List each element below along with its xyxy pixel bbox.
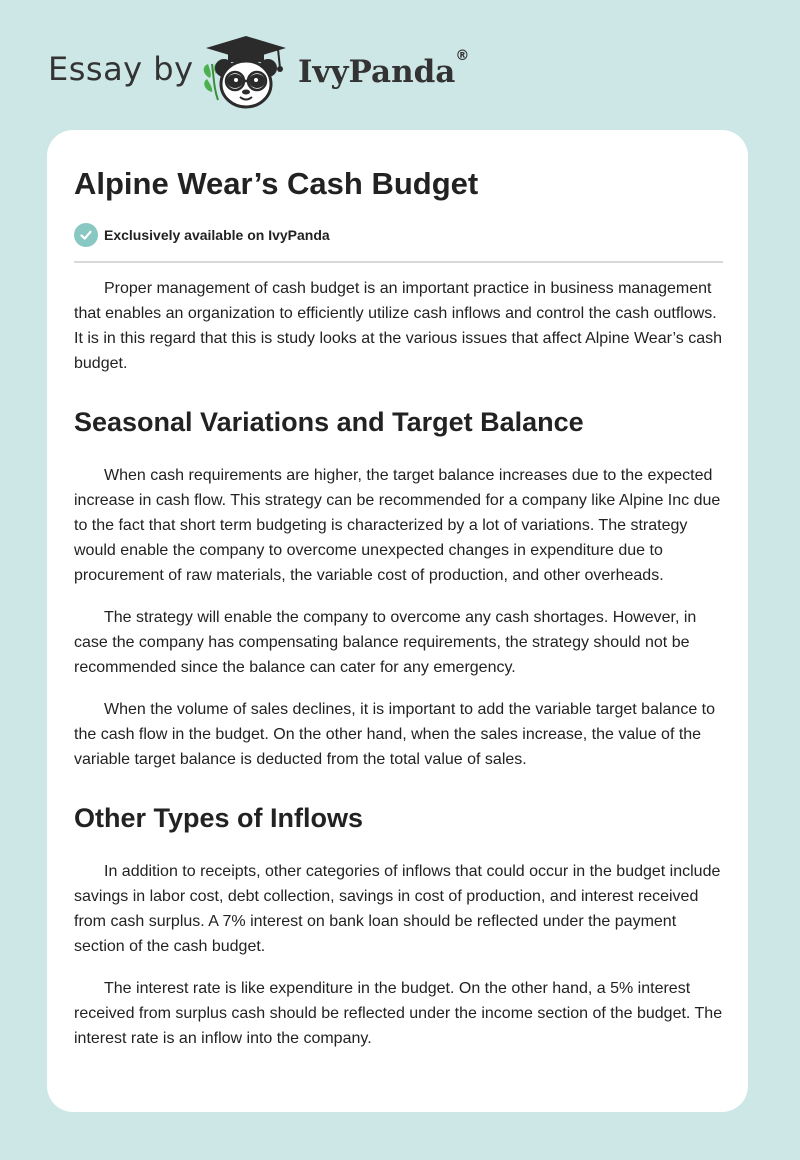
registered-mark: ®	[455, 48, 470, 64]
paragraph: When cash requirements are higher, the target balance increases due to the expected increase in cash flow. This strategy can be recommended for a company like Alpine Inc due to the fact that short term budgeting is characterized by a lot of variations. The strategy would enable the company to overcome unexpected changes in expenditure due to procurement of raw materials, the variable cost of production, and other overheads.	[74, 467, 721, 584]
badge-text: Exclusively available on IvyPanda	[104, 227, 330, 243]
section-heading: Seasonal Variations and Target Balance	[74, 407, 584, 437]
section-heading: Other Types of Inflows	[74, 803, 364, 833]
exclusive-badge	[74, 222, 330, 248]
article-card	[47, 130, 748, 1112]
brand-name[interactable]: IvyPanda®	[298, 48, 470, 90]
brand-prefix: Essay by	[48, 50, 194, 88]
paragraph: The strategy will enable the company to overcome any cash shortages. However, in case the company has compensating balance requirements, the strategy should not be recommended since the balance can cater for any emergency.	[74, 609, 697, 676]
intro-paragraph: Proper management of cash budget is an important practice in business management that enables an organization to efficiently utilize cash inflows and control the cash outflows. It is in this regard that this is study looks at the various issues that affect Alpine Wear’s cash budget.	[74, 280, 723, 372]
article-body	[74, 276, 724, 1051]
paragraph: The interest rate is like expenditure in the budget. On the other hand, a 5% interest received from surplus cash should be reflected under the income section of the budget. The interest rate is an inflow into the company.	[74, 980, 723, 1047]
page-title: Alpine Wear’s Cash Budget	[74, 166, 479, 201]
check-circle-icon	[74, 223, 98, 247]
panda-graduate-icon[interactable]	[198, 34, 294, 112]
divider	[74, 261, 723, 263]
paragraph: In addition to receipts, other categories of inflows that could occur in the budget include savings in labor cost, debt collection, savings in cost of production, and interest received from cash surplus. A 7% interest on bank loan should be reflected under the payment section of the cash budget.	[74, 863, 721, 955]
paragraph: When the volume of sales declines, it is important to add the variable target balance to the cash flow in the budget. On the other hand, when the sales increase, the value of the variable target balance is deducted from the total value of sales.	[74, 701, 716, 768]
site-header	[0, 0, 800, 130]
